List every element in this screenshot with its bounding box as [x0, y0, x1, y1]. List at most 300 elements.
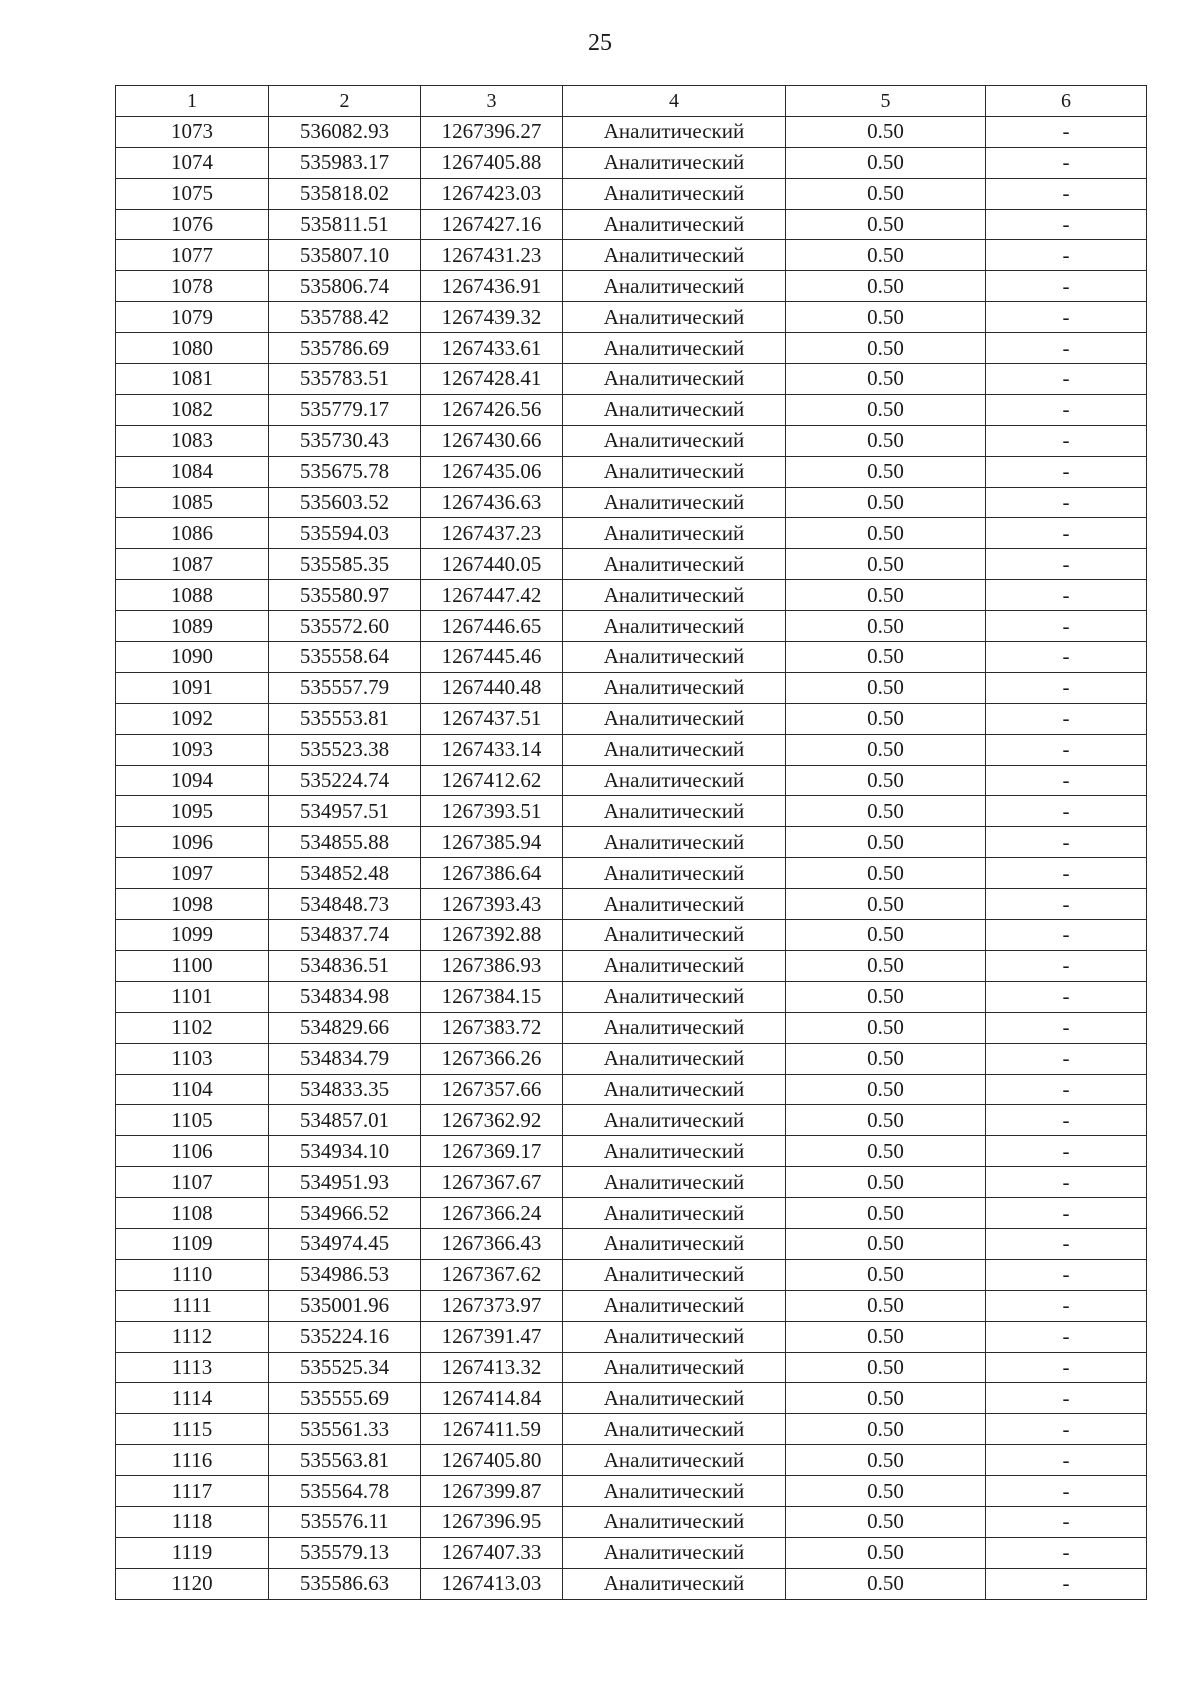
- method-cell: Аналитический: [563, 920, 786, 951]
- y-coordinate-cell: 1267405.80: [421, 1445, 563, 1476]
- y-coordinate-cell: 1267367.62: [421, 1259, 563, 1290]
- description-cell: -: [986, 1476, 1147, 1507]
- point-number-cell: 1103: [116, 1043, 269, 1074]
- accuracy-cell: 0.50: [786, 147, 986, 178]
- column-header: 6: [986, 86, 1147, 117]
- point-number-cell: 1110: [116, 1259, 269, 1290]
- y-coordinate-cell: 1267447.42: [421, 580, 563, 611]
- method-cell: Аналитический: [563, 1568, 786, 1599]
- description-cell: -: [986, 1136, 1147, 1167]
- point-number-cell: 1077: [116, 240, 269, 271]
- table-row: [116, 1259, 1147, 1290]
- method-cell: Аналитический: [563, 271, 786, 302]
- method-cell: Аналитический: [563, 1352, 786, 1383]
- x-coordinate-cell: 535806.74: [269, 271, 421, 302]
- method-cell: Аналитический: [563, 147, 786, 178]
- x-coordinate-cell: 535807.10: [269, 240, 421, 271]
- description-cell: -: [986, 1012, 1147, 1043]
- x-coordinate-cell: 535730.43: [269, 425, 421, 456]
- point-number-cell: 1094: [116, 765, 269, 796]
- point-number-cell: 1102: [116, 1012, 269, 1043]
- table-row: [116, 333, 1147, 364]
- table-row: [116, 456, 1147, 487]
- accuracy-cell: 0.50: [786, 1012, 986, 1043]
- point-number-cell: 1107: [116, 1167, 269, 1198]
- y-coordinate-cell: 1267430.66: [421, 425, 563, 456]
- point-number-cell: 1111: [116, 1290, 269, 1321]
- accuracy-cell: 0.50: [786, 456, 986, 487]
- table-row: [116, 1012, 1147, 1043]
- accuracy-cell: 0.50: [786, 1105, 986, 1136]
- accuracy-cell: 0.50: [786, 116, 986, 147]
- method-cell: Аналитический: [563, 1012, 786, 1043]
- column-header: 2: [269, 86, 421, 117]
- y-coordinate-cell: 1267362.92: [421, 1105, 563, 1136]
- point-number-cell: 1106: [116, 1136, 269, 1167]
- y-coordinate-cell: 1267367.67: [421, 1167, 563, 1198]
- point-number-cell: 1100: [116, 950, 269, 981]
- x-coordinate-cell: 535572.60: [269, 611, 421, 642]
- x-coordinate-cell: 535818.02: [269, 178, 421, 209]
- method-cell: Аналитический: [563, 1537, 786, 1568]
- table-row: [116, 920, 1147, 951]
- point-number-cell: 1113: [116, 1352, 269, 1383]
- point-number-cell: 1089: [116, 611, 269, 642]
- point-number-cell: 1114: [116, 1383, 269, 1414]
- description-cell: -: [986, 796, 1147, 827]
- description-cell: -: [986, 1321, 1147, 1352]
- description-cell: -: [986, 209, 1147, 240]
- y-coordinate-cell: 1267407.33: [421, 1537, 563, 1568]
- description-cell: -: [986, 1228, 1147, 1259]
- table-row: [116, 950, 1147, 981]
- x-coordinate-cell: 535564.78: [269, 1476, 421, 1507]
- accuracy-cell: 0.50: [786, 642, 986, 673]
- table-row: [116, 116, 1147, 147]
- description-cell: -: [986, 1445, 1147, 1476]
- table-row: [116, 734, 1147, 765]
- accuracy-cell: 0.50: [786, 796, 986, 827]
- point-number-cell: 1096: [116, 827, 269, 858]
- table-row: [116, 1290, 1147, 1321]
- description-cell: -: [986, 1414, 1147, 1445]
- method-cell: Аналитический: [563, 1321, 786, 1352]
- table-row: [116, 518, 1147, 549]
- table-row: [116, 178, 1147, 209]
- accuracy-cell: 0.50: [786, 1290, 986, 1321]
- method-cell: Аналитический: [563, 611, 786, 642]
- y-coordinate-cell: 1267427.16: [421, 209, 563, 240]
- description-cell: -: [986, 1352, 1147, 1383]
- accuracy-cell: 0.50: [786, 1074, 986, 1105]
- x-coordinate-cell: 534852.48: [269, 858, 421, 889]
- accuracy-cell: 0.50: [786, 1476, 986, 1507]
- point-number-cell: 1112: [116, 1321, 269, 1352]
- table-row: [116, 487, 1147, 518]
- point-number-cell: 1073: [116, 116, 269, 147]
- table-row: [116, 827, 1147, 858]
- x-coordinate-cell: 535586.63: [269, 1568, 421, 1599]
- accuracy-cell: 0.50: [786, 889, 986, 920]
- point-number-cell: 1093: [116, 734, 269, 765]
- x-coordinate-cell: 535553.81: [269, 703, 421, 734]
- table-row: [116, 549, 1147, 580]
- y-coordinate-cell: 1267437.23: [421, 518, 563, 549]
- point-number-cell: 1081: [116, 364, 269, 395]
- description-cell: -: [986, 1259, 1147, 1290]
- table-row: [116, 1321, 1147, 1352]
- accuracy-cell: 0.50: [786, 487, 986, 518]
- point-number-cell: 1101: [116, 981, 269, 1012]
- x-coordinate-cell: 535580.97: [269, 580, 421, 611]
- x-coordinate-cell: 535558.64: [269, 642, 421, 673]
- accuracy-cell: 0.50: [786, 703, 986, 734]
- accuracy-cell: 0.50: [786, 1537, 986, 1568]
- x-coordinate-cell: 534986.53: [269, 1259, 421, 1290]
- x-coordinate-cell: 535594.03: [269, 518, 421, 549]
- x-coordinate-cell: 534834.98: [269, 981, 421, 1012]
- x-coordinate-cell: 534855.88: [269, 827, 421, 858]
- description-cell: -: [986, 1198, 1147, 1229]
- method-cell: Аналитический: [563, 1198, 786, 1229]
- point-number-cell: 1091: [116, 672, 269, 703]
- point-number-cell: 1117: [116, 1476, 269, 1507]
- point-number-cell: 1088: [116, 580, 269, 611]
- column-header: 3: [421, 86, 563, 117]
- accuracy-cell: 0.50: [786, 333, 986, 364]
- y-coordinate-cell: 1267405.88: [421, 147, 563, 178]
- y-coordinate-cell: 1267412.62: [421, 765, 563, 796]
- y-coordinate-cell: 1267396.27: [421, 116, 563, 147]
- point-number-cell: 1115: [116, 1414, 269, 1445]
- method-cell: Аналитический: [563, 1445, 786, 1476]
- description-cell: -: [986, 1537, 1147, 1568]
- description-cell: -: [986, 456, 1147, 487]
- point-number-cell: 1108: [116, 1198, 269, 1229]
- y-coordinate-cell: 1267445.46: [421, 642, 563, 673]
- x-coordinate-cell: 534957.51: [269, 796, 421, 827]
- point-number-cell: 1078: [116, 271, 269, 302]
- y-coordinate-cell: 1267366.26: [421, 1043, 563, 1074]
- description-cell: -: [986, 1506, 1147, 1537]
- method-cell: Аналитический: [563, 1506, 786, 1537]
- method-cell: Аналитический: [563, 240, 786, 271]
- y-coordinate-cell: 1267426.56: [421, 394, 563, 425]
- description-cell: -: [986, 1383, 1147, 1414]
- method-cell: Аналитический: [563, 1228, 786, 1259]
- description-cell: -: [986, 1290, 1147, 1321]
- y-coordinate-cell: 1267433.14: [421, 734, 563, 765]
- accuracy-cell: 0.50: [786, 920, 986, 951]
- table-row: [116, 1383, 1147, 1414]
- accuracy-cell: 0.50: [786, 549, 986, 580]
- method-cell: Аналитический: [563, 1383, 786, 1414]
- table-row: [116, 1352, 1147, 1383]
- point-number-cell: 1090: [116, 642, 269, 673]
- x-coordinate-cell: 535783.51: [269, 364, 421, 395]
- method-cell: Аналитический: [563, 1043, 786, 1074]
- x-coordinate-cell: 535811.51: [269, 209, 421, 240]
- y-coordinate-cell: 1267386.93: [421, 950, 563, 981]
- description-cell: -: [986, 1074, 1147, 1105]
- y-coordinate-cell: 1267436.63: [421, 487, 563, 518]
- table-row: [116, 240, 1147, 271]
- x-coordinate-cell: 535224.74: [269, 765, 421, 796]
- point-number-cell: 1076: [116, 209, 269, 240]
- description-cell: -: [986, 765, 1147, 796]
- point-number-cell: 1083: [116, 425, 269, 456]
- accuracy-cell: 0.50: [786, 672, 986, 703]
- y-coordinate-cell: 1267446.65: [421, 611, 563, 642]
- table-row: [116, 889, 1147, 920]
- y-coordinate-cell: 1267393.51: [421, 796, 563, 827]
- description-cell: -: [986, 1167, 1147, 1198]
- method-cell: Аналитический: [563, 950, 786, 981]
- y-coordinate-cell: 1267384.15: [421, 981, 563, 1012]
- method-cell: Аналитический: [563, 642, 786, 673]
- accuracy-cell: 0.50: [786, 1568, 986, 1599]
- x-coordinate-cell: 535788.42: [269, 302, 421, 333]
- x-coordinate-cell: 535555.69: [269, 1383, 421, 1414]
- description-cell: -: [986, 858, 1147, 889]
- method-cell: Аналитический: [563, 518, 786, 549]
- accuracy-cell: 0.50: [786, 1506, 986, 1537]
- point-number-cell: 1092: [116, 703, 269, 734]
- point-number-cell: 1104: [116, 1074, 269, 1105]
- table-row: [116, 1167, 1147, 1198]
- method-cell: Аналитический: [563, 425, 786, 456]
- x-coordinate-cell: 535786.69: [269, 333, 421, 364]
- header-row: [116, 86, 1147, 117]
- x-coordinate-cell: 535675.78: [269, 456, 421, 487]
- y-coordinate-cell: 1267396.95: [421, 1506, 563, 1537]
- x-coordinate-cell: 535523.38: [269, 734, 421, 765]
- x-coordinate-cell: 534934.10: [269, 1136, 421, 1167]
- table-row: [116, 1043, 1147, 1074]
- x-coordinate-cell: 535557.79: [269, 672, 421, 703]
- y-coordinate-cell: 1267440.05: [421, 549, 563, 580]
- y-coordinate-cell: 1267385.94: [421, 827, 563, 858]
- x-coordinate-cell: 534833.35: [269, 1074, 421, 1105]
- accuracy-cell: 0.50: [786, 518, 986, 549]
- y-coordinate-cell: 1267399.87: [421, 1476, 563, 1507]
- y-coordinate-cell: 1267391.47: [421, 1321, 563, 1352]
- x-coordinate-cell: 535525.34: [269, 1352, 421, 1383]
- method-cell: Аналитический: [563, 1167, 786, 1198]
- y-coordinate-cell: 1267414.84: [421, 1383, 563, 1414]
- description-cell: -: [986, 425, 1147, 456]
- point-number-cell: 1098: [116, 889, 269, 920]
- y-coordinate-cell: 1267428.41: [421, 364, 563, 395]
- point-number-cell: 1095: [116, 796, 269, 827]
- description-cell: -: [986, 394, 1147, 425]
- table-row: [116, 611, 1147, 642]
- accuracy-cell: 0.50: [786, 827, 986, 858]
- point-number-cell: 1120: [116, 1568, 269, 1599]
- accuracy-cell: 0.50: [786, 271, 986, 302]
- description-cell: -: [986, 981, 1147, 1012]
- description-cell: -: [986, 580, 1147, 611]
- method-cell: Аналитический: [563, 889, 786, 920]
- method-cell: Аналитический: [563, 209, 786, 240]
- x-coordinate-cell: 535563.81: [269, 1445, 421, 1476]
- method-cell: Аналитический: [563, 827, 786, 858]
- table-row: [116, 1537, 1147, 1568]
- description-cell: -: [986, 1568, 1147, 1599]
- x-coordinate-cell: 534836.51: [269, 950, 421, 981]
- method-cell: Аналитический: [563, 734, 786, 765]
- y-coordinate-cell: 1267435.06: [421, 456, 563, 487]
- method-cell: Аналитический: [563, 302, 786, 333]
- y-coordinate-cell: 1267437.51: [421, 703, 563, 734]
- method-cell: Аналитический: [563, 456, 786, 487]
- accuracy-cell: 0.50: [786, 178, 986, 209]
- table-body: [116, 116, 1147, 1599]
- y-coordinate-cell: 1267439.32: [421, 302, 563, 333]
- column-header: 4: [563, 86, 786, 117]
- description-cell: -: [986, 672, 1147, 703]
- table-row: [116, 271, 1147, 302]
- point-number-cell: 1080: [116, 333, 269, 364]
- table-row: [116, 1568, 1147, 1599]
- point-number-cell: 1118: [116, 1506, 269, 1537]
- table-row: [116, 394, 1147, 425]
- table-row: [116, 703, 1147, 734]
- description-cell: -: [986, 889, 1147, 920]
- table-row: [116, 1476, 1147, 1507]
- y-coordinate-cell: 1267440.48: [421, 672, 563, 703]
- point-number-cell: 1105: [116, 1105, 269, 1136]
- method-cell: Аналитический: [563, 765, 786, 796]
- point-number-cell: 1074: [116, 147, 269, 178]
- y-coordinate-cell: 1267373.97: [421, 1290, 563, 1321]
- accuracy-cell: 0.50: [786, 240, 986, 271]
- method-cell: Аналитический: [563, 672, 786, 703]
- table-row: [116, 580, 1147, 611]
- table-row: [116, 364, 1147, 395]
- accuracy-cell: 0.50: [786, 1228, 986, 1259]
- table-row: [116, 302, 1147, 333]
- accuracy-cell: 0.50: [786, 302, 986, 333]
- table-row: [116, 981, 1147, 1012]
- description-cell: -: [986, 1043, 1147, 1074]
- table-row: [116, 425, 1147, 456]
- accuracy-cell: 0.50: [786, 734, 986, 765]
- description-cell: -: [986, 920, 1147, 951]
- method-cell: Аналитический: [563, 487, 786, 518]
- x-coordinate-cell: 535585.35: [269, 549, 421, 580]
- table-row: [116, 1445, 1147, 1476]
- x-coordinate-cell: 534951.93: [269, 1167, 421, 1198]
- method-cell: Аналитический: [563, 1290, 786, 1321]
- x-coordinate-cell: 534848.73: [269, 889, 421, 920]
- method-cell: Аналитический: [563, 333, 786, 364]
- y-coordinate-cell: 1267423.03: [421, 178, 563, 209]
- x-coordinate-cell: 535001.96: [269, 1290, 421, 1321]
- x-coordinate-cell: 534837.74: [269, 920, 421, 951]
- table-row: [116, 642, 1147, 673]
- method-cell: Аналитический: [563, 1105, 786, 1136]
- y-coordinate-cell: 1267366.43: [421, 1228, 563, 1259]
- y-coordinate-cell: 1267411.59: [421, 1414, 563, 1445]
- description-cell: -: [986, 302, 1147, 333]
- description-cell: -: [986, 240, 1147, 271]
- y-coordinate-cell: 1267386.64: [421, 858, 563, 889]
- x-coordinate-cell: 536082.93: [269, 116, 421, 147]
- table-row: [116, 147, 1147, 178]
- point-number-cell: 1116: [116, 1445, 269, 1476]
- x-coordinate-cell: 535779.17: [269, 394, 421, 425]
- description-cell: -: [986, 642, 1147, 673]
- method-cell: Аналитический: [563, 981, 786, 1012]
- point-number-cell: 1119: [116, 1537, 269, 1568]
- accuracy-cell: 0.50: [786, 1445, 986, 1476]
- accuracy-cell: 0.50: [786, 1383, 986, 1414]
- method-cell: Аналитический: [563, 1259, 786, 1290]
- x-coordinate-cell: 535603.52: [269, 487, 421, 518]
- y-coordinate-cell: 1267369.17: [421, 1136, 563, 1167]
- y-coordinate-cell: 1267392.88: [421, 920, 563, 951]
- point-number-cell: 1099: [116, 920, 269, 951]
- y-coordinate-cell: 1267366.24: [421, 1198, 563, 1229]
- accuracy-cell: 0.50: [786, 611, 986, 642]
- method-cell: Аналитический: [563, 1414, 786, 1445]
- y-coordinate-cell: 1267431.23: [421, 240, 563, 271]
- method-cell: Аналитический: [563, 549, 786, 580]
- description-cell: -: [986, 734, 1147, 765]
- page-number: 25: [588, 30, 612, 56]
- x-coordinate-cell: 535576.11: [269, 1506, 421, 1537]
- point-number-cell: 1109: [116, 1228, 269, 1259]
- accuracy-cell: 0.50: [786, 981, 986, 1012]
- table-row: [116, 796, 1147, 827]
- method-cell: Аналитический: [563, 364, 786, 395]
- description-cell: -: [986, 611, 1147, 642]
- method-cell: Аналитический: [563, 394, 786, 425]
- accuracy-cell: 0.50: [786, 1321, 986, 1352]
- point-number-cell: 1086: [116, 518, 269, 549]
- y-coordinate-cell: 1267436.91: [421, 271, 563, 302]
- accuracy-cell: 0.50: [786, 580, 986, 611]
- table-row: [116, 1506, 1147, 1537]
- y-coordinate-cell: 1267393.43: [421, 889, 563, 920]
- y-coordinate-cell: 1267413.03: [421, 1568, 563, 1599]
- method-cell: Аналитический: [563, 703, 786, 734]
- description-cell: -: [986, 116, 1147, 147]
- x-coordinate-cell: 534974.45: [269, 1228, 421, 1259]
- description-cell: -: [986, 487, 1147, 518]
- table-row: [116, 1414, 1147, 1445]
- description-cell: -: [986, 333, 1147, 364]
- table-row: [116, 1228, 1147, 1259]
- table-row: [116, 209, 1147, 240]
- description-cell: -: [986, 549, 1147, 580]
- accuracy-cell: 0.50: [786, 765, 986, 796]
- accuracy-cell: 0.50: [786, 209, 986, 240]
- point-number-cell: 1084: [116, 456, 269, 487]
- accuracy-cell: 0.50: [786, 1414, 986, 1445]
- accuracy-cell: 0.50: [786, 364, 986, 395]
- description-cell: -: [986, 147, 1147, 178]
- accuracy-cell: 0.50: [786, 1167, 986, 1198]
- x-coordinate-cell: 535561.33: [269, 1414, 421, 1445]
- method-cell: Аналитический: [563, 116, 786, 147]
- table-row: [116, 1198, 1147, 1229]
- accuracy-cell: 0.50: [786, 1043, 986, 1074]
- description-cell: -: [986, 950, 1147, 981]
- description-cell: -: [986, 703, 1147, 734]
- point-number-cell: 1097: [116, 858, 269, 889]
